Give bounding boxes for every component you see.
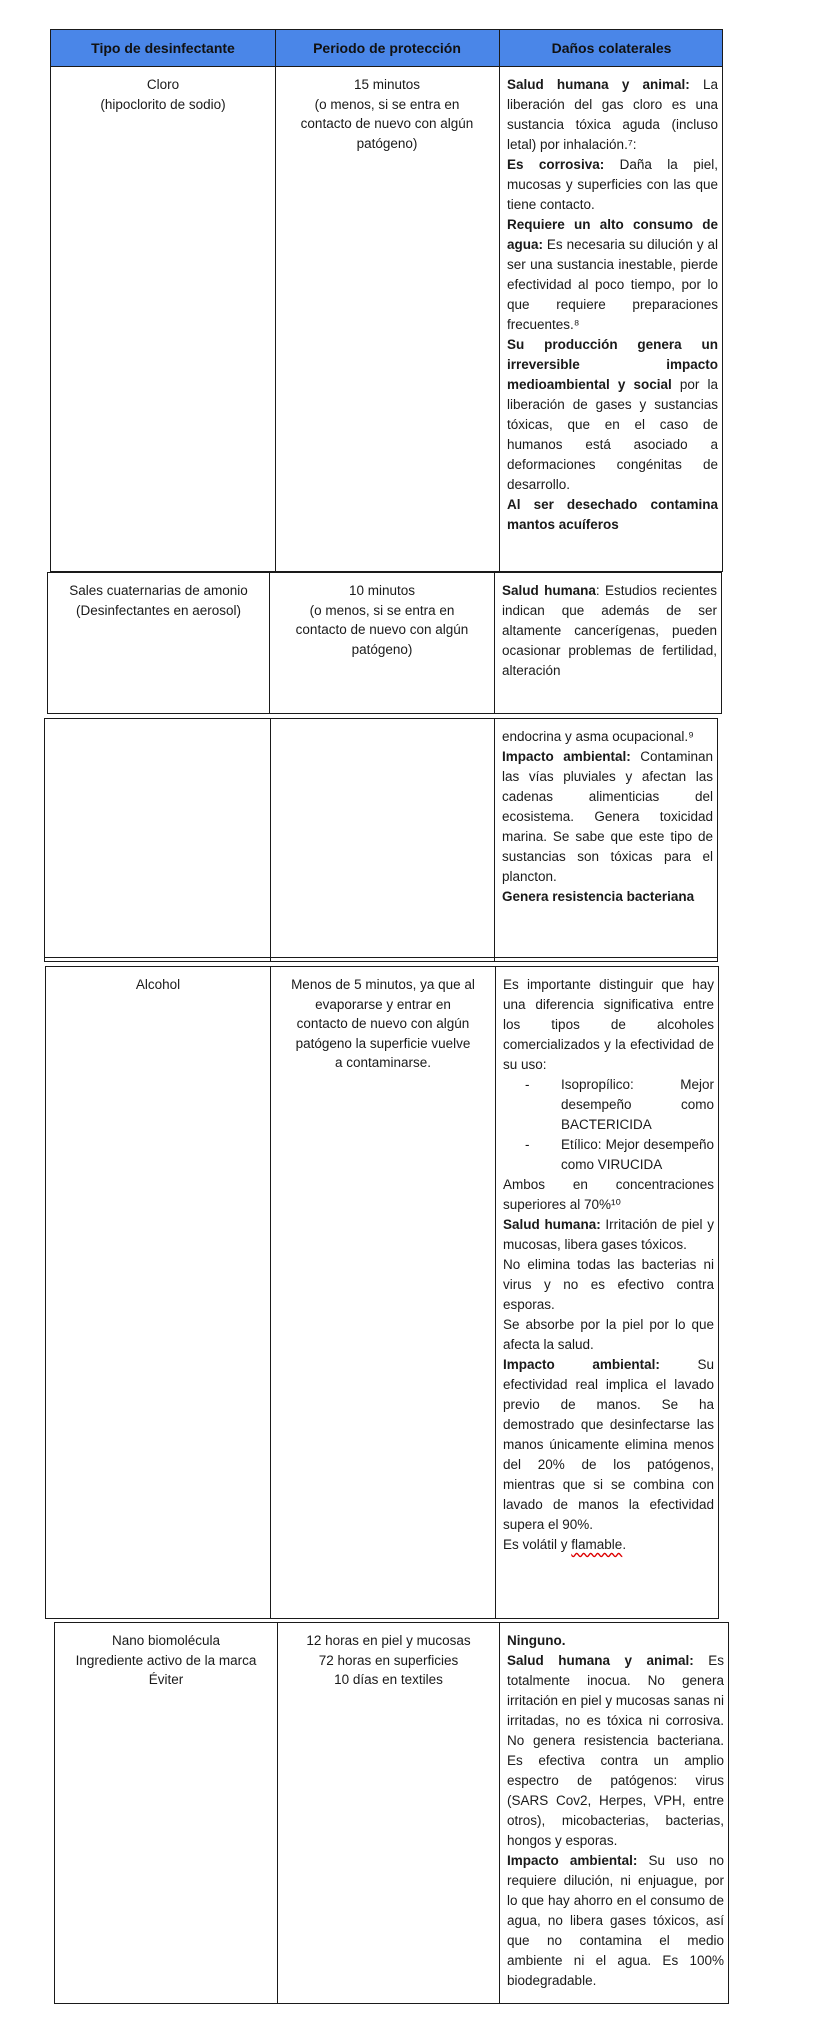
alcohol-volatil-a: Es volátil y bbox=[503, 1537, 572, 1552]
alcohol-bullet-2: Etílico: Mejor desempeño como VIRUCIDA bbox=[561, 1137, 714, 1172]
alcohol-intro: Es importante distinguir que hay una diferencia significativa entre los tipos de alcoholes comercializados y la efectividad de su uso: bbox=[503, 977, 714, 1072]
sales-period-line: contacto de nuevo con algún bbox=[295, 622, 469, 637]
nano-sh-bold: Salud humana y animal: bbox=[507, 1653, 694, 1668]
sales-period-line: (o menos, si se entra en bbox=[309, 602, 455, 618]
table-nano bbox=[54, 1622, 729, 2004]
cloro-p2-bold: Es corrosiva: bbox=[507, 157, 605, 172]
sales-period-line: 10 minutos bbox=[348, 583, 416, 598]
header-damage: Daños colaterales bbox=[551, 40, 672, 56]
alcohol-volatil-c: . bbox=[622, 1537, 627, 1552]
cloro-p1-text: La liberación del gas cloro es una sustancia tóxica aguda (incluso letal) por inhalación.⁷: bbox=[507, 77, 718, 152]
alcohol-ia-text: Su efectividad real implica el lavado previo de manos. Se ha demostrado que desinfectarse las manos únicamente elimina menos del 20% de los patógenos, mientras que si se combina con lavado de manos la efectividad supera el 90%. bbox=[503, 1357, 714, 1532]
list-item bbox=[503, 1135, 714, 1175]
alcohol-absorbe: Se absorbe por la piel por lo que afecta la salud. bbox=[503, 1317, 714, 1352]
sales-p1-bold: Salud humana bbox=[502, 583, 596, 598]
cloro-p2-text: Daña la piel, mucosas y superficies con las que tiene contacto. bbox=[507, 157, 718, 212]
alcohol-sh-bold: Salud humana: bbox=[503, 1217, 601, 1232]
sales-cont-p2-text: Contaminan las vías pluviales y afectan las cadenas alimenticias del ecosistema. Genera toxicidad marina. Se sabe que este tipo de sustancias son tóxicas para el plancton. bbox=[502, 749, 713, 884]
sales-cont-damage bbox=[495, 719, 719, 961]
cloro-type bbox=[51, 67, 275, 571]
nano-period-line: 12 horas en piel y mucosas bbox=[306, 1633, 471, 1648]
sales-damage bbox=[495, 573, 723, 713]
table-header bbox=[51, 30, 722, 66]
cloro-period-line: 15 minutos bbox=[353, 77, 421, 92]
bullet-dash: - bbox=[525, 1137, 530, 1152]
nano-period-line: 10 días en textiles bbox=[334, 1672, 443, 1687]
alcohol-period-line: patógeno la superficie vuelve bbox=[295, 1035, 471, 1051]
alcohol-volatil-flamable: flamable bbox=[571, 1537, 623, 1552]
sales-type bbox=[48, 573, 269, 713]
cloro-p5-bold: Al ser desechado contamina mantos acuíferos bbox=[507, 497, 718, 532]
sales-period bbox=[270, 573, 494, 713]
alcohol-period-line: evaporarse y entrar en bbox=[315, 996, 451, 1012]
cloro-p3-bold: Requiere un alto consumo de agua: bbox=[507, 217, 718, 252]
alcohol-ia-bold: Impacto ambiental: bbox=[503, 1357, 660, 1372]
cloro-period bbox=[275, 67, 499, 571]
nano-type-line: Ingrediente activo de la marca bbox=[75, 1652, 257, 1668]
cloro-period-line: patógeno) bbox=[356, 135, 418, 151]
nano-type-line: Éviter bbox=[148, 1672, 184, 1687]
header-period: Periodo de protección bbox=[313, 40, 461, 56]
sales-cont-p1-text: endocrina y asma ocupacional.⁹ bbox=[502, 729, 694, 744]
cloro-period-line: contacto de nuevo con algún bbox=[300, 116, 474, 131]
alcohol-period-line: contacto de nuevo con algún bbox=[296, 1016, 470, 1031]
cloro-period-line: (o menos, si se entra en bbox=[314, 96, 460, 112]
nano-period bbox=[278, 1623, 499, 2003]
alcohol-damage bbox=[496, 967, 720, 1618]
table-sales bbox=[47, 572, 722, 714]
table-alcohol bbox=[45, 966, 719, 1619]
nano-period-line: 72 horas en superficies bbox=[318, 1652, 459, 1668]
sales-p1-text: : Estudios recientes indican que además de ser altamente cancerígenas, pueden ocasionar problemas de fertilidad, alteración bbox=[502, 583, 717, 678]
cloro-p3-text: Es necesaria su dilución y al ser una sustancia inestable, pierde efectividad al poco tiempo, por lo que requiere preparaciones frecuentes.⁸ bbox=[507, 237, 718, 332]
cloro-p4-text: por la liberación de gases y sustancias tóxicas, que en el caso de humanos está asociado a deformaciones congénitas de desarrollo. bbox=[507, 377, 718, 492]
list-item bbox=[503, 1075, 714, 1135]
header-type: Tipo de desinfectante bbox=[91, 40, 235, 56]
alcohol-both: Ambos en concentraciones superiores al 70%¹⁰ bbox=[503, 1177, 714, 1212]
alcohol-bullet-1: Isopropílico: Mejor desempeño como BACTERICIDA bbox=[561, 1077, 714, 1132]
alcohol-period bbox=[271, 967, 495, 1618]
alcohol-type-line: Alcohol bbox=[135, 977, 181, 992]
nano-ia-bold: Impacto ambiental: bbox=[507, 1853, 638, 1868]
nano-type-line: Nano biomolécula bbox=[111, 1633, 221, 1648]
cloro-p1-bold: Salud humana y animal: bbox=[507, 77, 690, 92]
alcohol-sh-text: Irritación de piel y mucosas, libera gases tóxicos. bbox=[503, 1217, 714, 1252]
alcohol-noelim: No elimina todas las bacterias ni virus y no es efectivo contra esporas. bbox=[503, 1257, 714, 1312]
table-sales-continued bbox=[44, 718, 718, 962]
alcohol-type bbox=[46, 967, 270, 1618]
alcohol-period-line: Menos de 5 minutos, ya que al bbox=[291, 977, 475, 992]
table-cloro bbox=[50, 29, 723, 572]
sales-period-line: patógeno) bbox=[351, 641, 413, 657]
sales-cont-p3-bold: Genera resistencia bacteriana bbox=[502, 889, 695, 904]
sales-type-line: Sales cuaternarias de amonio bbox=[69, 583, 248, 598]
alcohol-period-line: a contaminarse. bbox=[334, 1055, 432, 1070]
nano-damage bbox=[500, 1623, 730, 2003]
nano-ninguno: Ninguno. bbox=[507, 1633, 566, 1648]
cloro-type-line: (hipoclorito de sodio) bbox=[100, 96, 226, 112]
nano-ia-text: Su uso no requiere dilución, ni enjuague, por lo que hay ahorro en el consumo de agua, no libera gases tóxicos, así que no contamina el medio ambiente ni el agua. Es 100% biodegradable. bbox=[507, 1853, 725, 1988]
bullet-dash: - bbox=[525, 1077, 530, 1092]
nano-type bbox=[55, 1623, 277, 2003]
cloro-p4-bold: Su producción genera un irreversible impacto medioambiental y social bbox=[507, 337, 718, 392]
nano-sh-text: Es totalmente inocua. No genera irritación en piel y mucosas sanas ni irritadas, no es tóxica ni corrosiva. No genera resistencia bacteriana. Es efectiva contra un amplio espectro de patógenos: virus (SARS Cov2, Herpes, VPH, entre otros), micobacterias, bacterias, hongos y esporas. bbox=[507, 1653, 724, 1848]
cloro-damage bbox=[500, 67, 724, 571]
cloro-type-line: Cloro bbox=[146, 77, 180, 92]
sales-type-line: (Desinfectantes en aerosol) bbox=[75, 602, 242, 618]
sales-cont-p2-bold: Impacto ambiental: bbox=[502, 749, 631, 764]
